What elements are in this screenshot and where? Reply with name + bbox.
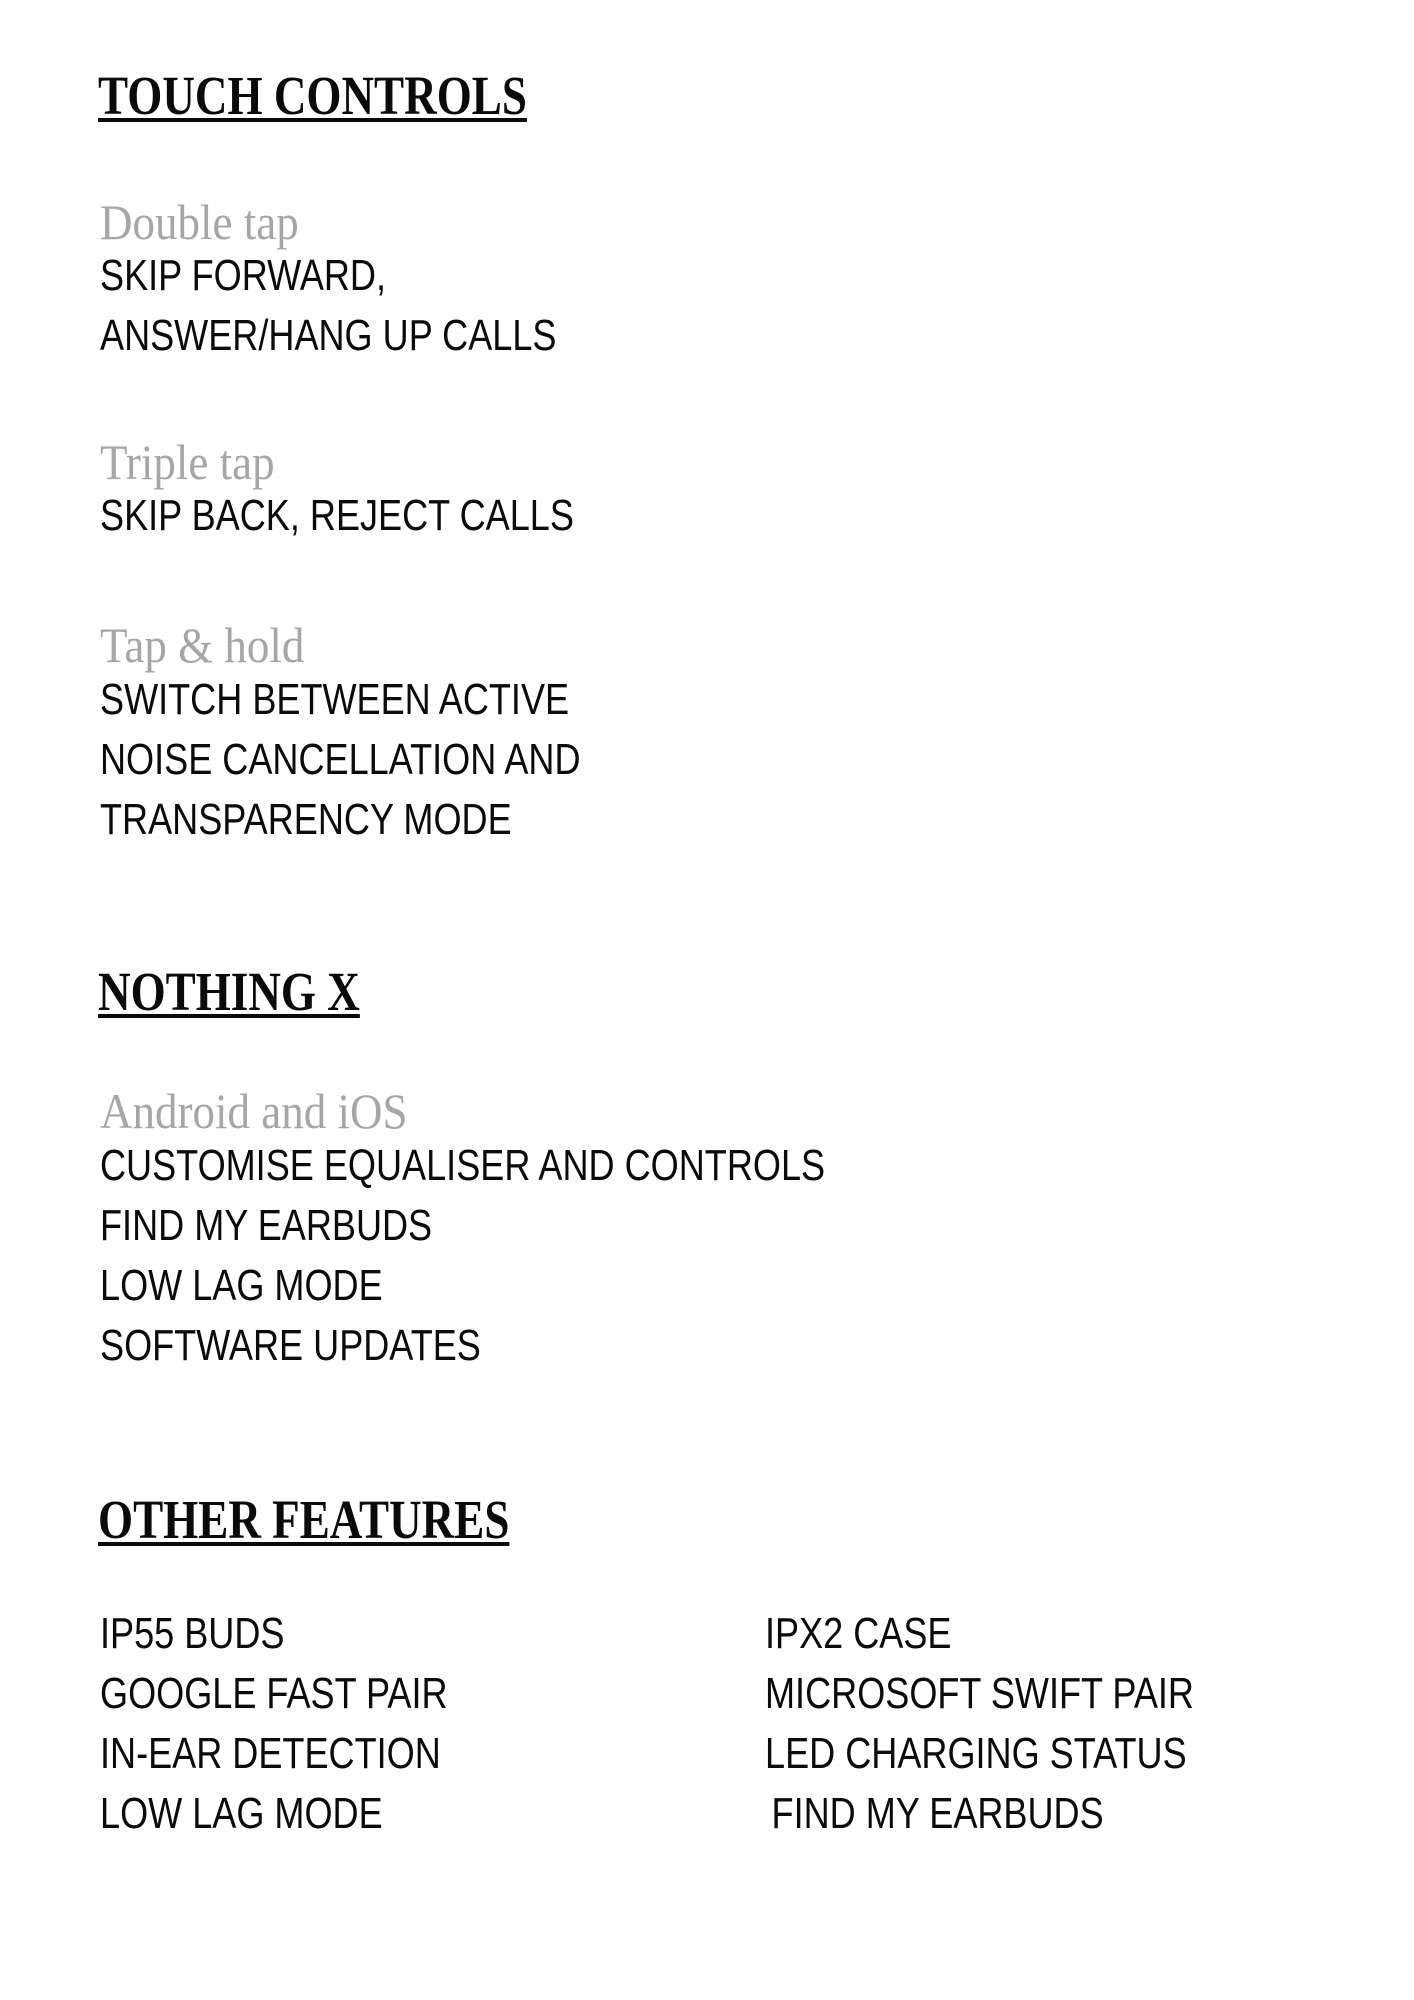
feature-line: SOFTWARE UPDATES [100, 1321, 481, 1370]
app-feature-list [100, 1136, 825, 1376]
action-line: SKIP FORWARD, [100, 251, 387, 300]
gesture-label-triple-tap: Triple tap [100, 434, 275, 490]
feature-line: GOOGLE FAST PAIR [100, 1669, 448, 1718]
action-line: SKIP BACK, REJECT CALLS [100, 491, 574, 540]
gesture-label-double-tap: Double tap [100, 194, 299, 250]
gesture-actions-triple-tap [100, 486, 574, 546]
section-title-touch-controls: TOUCH CONTROLS [98, 65, 527, 126]
feature-line: FIND MY EARBUDS [100, 1201, 433, 1250]
feature-line: LOW LAG MODE [100, 1789, 383, 1838]
feature-line: CUSTOMISE EQUALISER AND CONTROLS [100, 1141, 826, 1190]
feature-line: IN-EAR DETECTION [100, 1729, 441, 1778]
gesture-actions-tap-and-hold [100, 670, 581, 850]
other-features-column-left [100, 1604, 448, 1844]
feature-line: IPX2 CASE [765, 1609, 952, 1658]
action-line: ANSWER/HANG UP CALLS [100, 311, 557, 360]
action-line: NOISE CANCELLATION AND [100, 735, 581, 784]
feature-line: MICROSOFT SWIFT PAIR [765, 1669, 1194, 1718]
feature-line: LOW LAG MODE [100, 1261, 383, 1310]
action-line: TRANSPARENCY MODE [100, 795, 512, 844]
platform-label-android-ios: Android and iOS [100, 1083, 408, 1139]
gesture-actions-double-tap [100, 246, 556, 366]
other-features-column-right [765, 1604, 1194, 1844]
section-title-nothing-x: NOTHING X [98, 961, 360, 1022]
gesture-label-tap-and-hold: Tap & hold [100, 617, 305, 673]
section-title-other-features: OTHER FEATURES [98, 1489, 510, 1550]
feature-line: FIND MY EARBUDS [771, 1789, 1104, 1838]
feature-line: LED CHARGING STATUS [765, 1729, 1187, 1778]
feature-line: IP55 BUDS [100, 1609, 285, 1658]
action-line: SWITCH BETWEEN ACTIVE [100, 675, 570, 724]
